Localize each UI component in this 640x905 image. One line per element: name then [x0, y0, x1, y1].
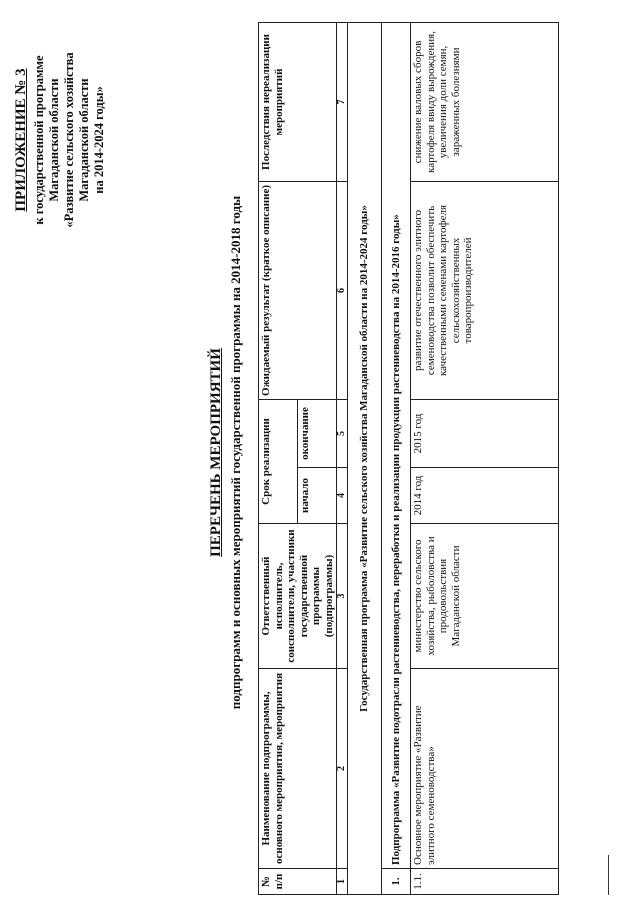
row-end: 2015 год — [411, 399, 559, 467]
appendix-block — [14, 5, 107, 275]
table-header-row — [259, 22, 298, 894]
header-executor: Ответственный исполнитель, соисполнители, участники государственной программы (подпрограммы) — [259, 524, 337, 669]
program-row — [348, 22, 382, 894]
row-start: 2014 год — [411, 468, 559, 524]
column-number: 7 — [337, 22, 348, 181]
header-period: Срок реализации — [259, 399, 298, 523]
table-row — [411, 22, 559, 894]
header-name: Наименование подпрограммы, основного мероприятия, мероприятия — [259, 669, 337, 869]
document-title: ПЕРЕЧЕНЬ МЕРОПРИЯТИЙ — [208, 348, 224, 557]
footer-rule — [608, 855, 609, 895]
subprogram-num: 1. — [381, 869, 411, 895]
appendix-line: на 2014-2024 годы» — [92, 86, 106, 194]
measures-table — [258, 22, 559, 895]
appendix-line: Магаданской области — [77, 78, 91, 202]
column-number: 1 — [337, 869, 348, 895]
program-title: Государственная программа «Развитие сельского хозяйства Магаданской области на 2014-2024 годы» — [348, 22, 382, 894]
appendix-line: к государственной программе — [32, 55, 46, 225]
row-executor: министерство сельского хозяйства, рыболовства и продовольствия Магаданской области — [411, 524, 559, 669]
column-number-row — [337, 22, 348, 894]
appendix-line: «Развитие сельского хозяйства — [62, 52, 76, 228]
column-number: 2 — [337, 669, 348, 869]
header-consequences: Последствия нереализации мероприятий — [259, 22, 337, 181]
appendix-line: Магаданской области — [47, 78, 61, 202]
appendix-number: ПРИЛОЖЕНИЕ № 3 — [13, 68, 29, 212]
column-number: 3 — [337, 524, 348, 669]
row-name: Основное мероприятие «Развитие элитного семеноводства» — [411, 669, 559, 869]
subprogram-title: Подпрограмма «Развитие подотрасли растениеводства, переработки и реализации продукции растениеводства на 2014-2016 годы» — [381, 22, 411, 868]
row-result: развитие отечественного элитного семеноводства позволит обеспечить качественными семенами картофеля сельскохозяйственных товаропроизводителей — [411, 181, 559, 399]
document-subtitle: подпрограмм и основных мероприятий государственной программы на 2014-2018 годы — [228, 195, 243, 710]
column-number: 6 — [337, 181, 348, 399]
header-num: № п/п — [259, 869, 337, 895]
header-end: окончание — [298, 399, 337, 467]
subprogram-row — [381, 22, 411, 894]
header-result: Ожидаемый результат (краткое описание) — [259, 181, 337, 399]
row-consequences: снижение валовых сборов картофеля ввиду вырождения, увеличения доли семян, зараженных болезнями — [411, 22, 559, 181]
column-number: 5 — [337, 399, 348, 467]
header-start: начало — [298, 468, 337, 524]
column-number: 4 — [337, 468, 348, 524]
row-num: 1.1. — [411, 869, 559, 895]
